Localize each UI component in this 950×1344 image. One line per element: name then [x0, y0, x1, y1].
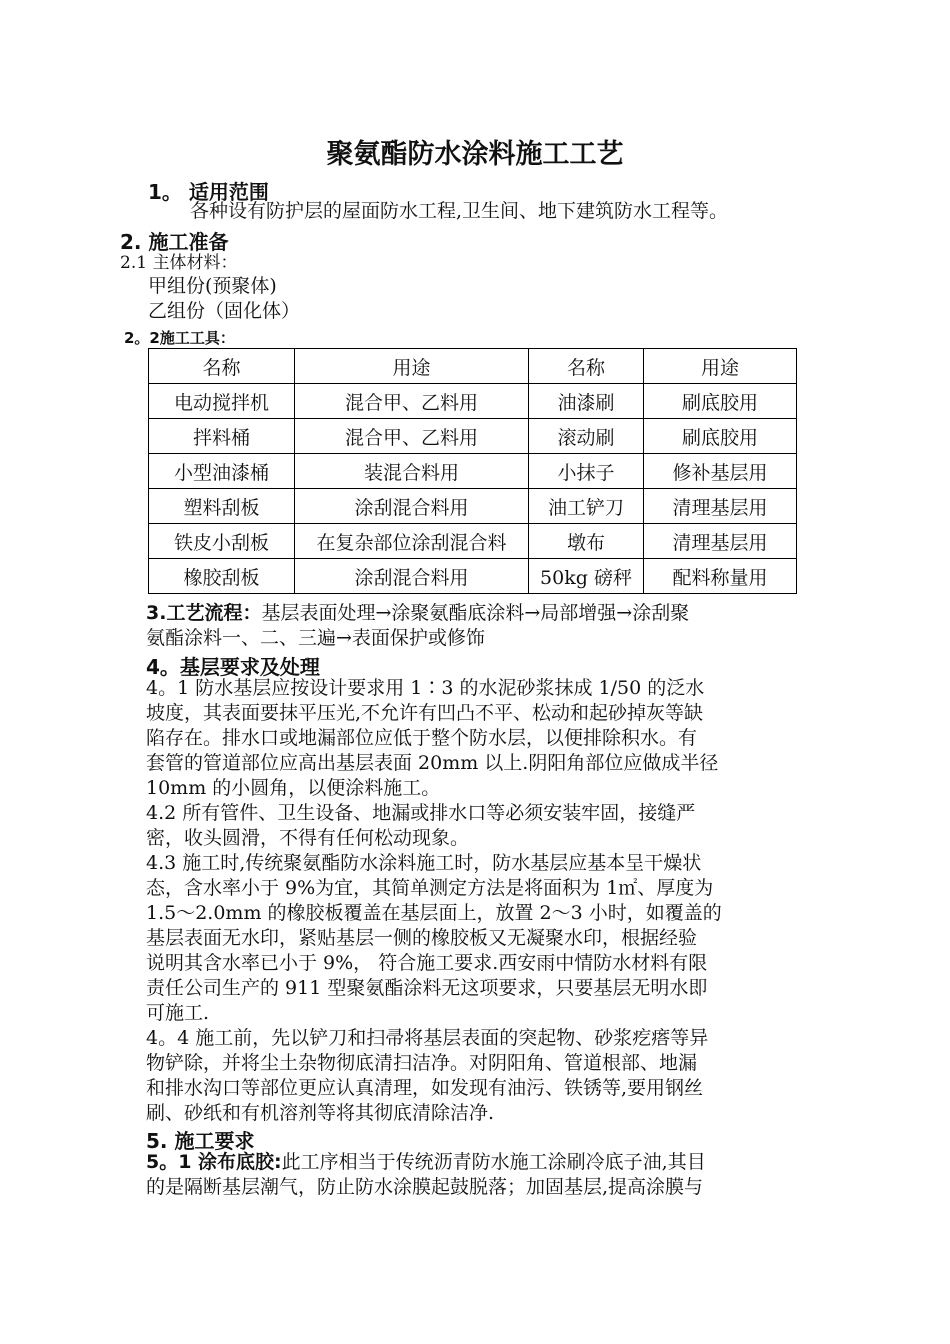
- section-4-line: 4.2 所有管件、卫生设备、地漏或排水口等必须安装牢固，接缝严: [146, 802, 696, 824]
- section-4-line: 态，含水率小于 9%为宜，其简单测定方法是将面积为 1㎡、厚度为: [146, 877, 714, 899]
- section-3-label: 3.工艺流程：: [146, 602, 262, 624]
- section-5-line-2: 的是隔断基层潮气，防止防水涂膜起鼓脱落；加固基层,提高涂膜与: [146, 1176, 704, 1198]
- section-4-line: 物铲除，并将尘土杂物彻底清扫洁净。对阴阳角、管道根部、地漏: [146, 1052, 698, 1074]
- table-header-cell: 名称: [149, 349, 295, 384]
- material-item-a: 甲组份(预聚体): [148, 275, 277, 297]
- table-cell: 涂刮混合料用: [295, 559, 529, 594]
- table-cell: 滚动刷: [529, 419, 644, 454]
- section-4-line: 陷存在。排水口或地漏部位应低于整个防水层，以便排除积水。有: [146, 727, 698, 749]
- table-cell: 50kg 磅秤: [529, 559, 644, 594]
- section-4-line: 坡度，其表面要抹平压光,不允许有凹凸不平、松动和起砂掉灰等缺: [146, 702, 704, 724]
- table-row: [149, 489, 797, 524]
- section-2-2-label: 2。2施工工具：: [124, 329, 235, 347]
- table-row: [149, 559, 797, 594]
- table-cell: 混合甲、乙料用: [295, 419, 529, 454]
- table-cell: 清理基层用: [644, 524, 797, 559]
- table-row: [149, 524, 797, 559]
- table-cell: 拌料桶: [149, 419, 295, 454]
- table-cell: 涂刮混合料用: [295, 489, 529, 524]
- section-5-line-1: [146, 1150, 706, 1174]
- section-5-heading: 5. 施工要求: [146, 1129, 255, 1153]
- section-3-line-2: 氨酯涂料一、二、三遍→表面保护或修饰: [146, 627, 485, 649]
- section-4-line: 密，收头圆滑，不得有任何松动现象。: [146, 827, 470, 849]
- table-cell: 配料称量用: [644, 559, 797, 594]
- tools-table: [148, 348, 797, 594]
- table-cell: 在复杂部位涂刮混合料: [295, 524, 529, 559]
- table-cell: 电动搅拌机: [149, 384, 295, 419]
- table-cell: 小型油漆桶: [149, 454, 295, 489]
- table-cell: 修补基层用: [644, 454, 797, 489]
- section-4-line: 可施工.: [146, 1002, 210, 1024]
- material-item-b: 乙组份（固化体）: [148, 300, 301, 322]
- section-3-line-1: [146, 601, 689, 625]
- table-row: [149, 454, 797, 489]
- section-4-line: 责任公司生产的 911 型聚氨酯涂料无这项要求，只要基层无明水即: [146, 977, 708, 999]
- table-cell: 墩布: [529, 524, 644, 559]
- section-1-body: 各种设有防护层的屋面防水工程,卫生间、地下建筑防水工程等。: [190, 200, 729, 222]
- table-cell: 铁皮小刮板: [149, 524, 295, 559]
- table-header-cell: 用途: [644, 349, 797, 384]
- table-cell: 混合甲、乙料用: [295, 384, 529, 419]
- table-header-cell: 用途: [295, 349, 529, 384]
- section-4-line: 基层表面无水印，紧贴基层一侧的橡胶板又无凝聚水印，根据经验: [146, 927, 698, 949]
- section-4-line: 10mm 的小圆角，以便涂料施工。: [146, 777, 441, 799]
- section-4-heading: 4。基层要求及处理: [146, 655, 320, 679]
- section-4-line: 4。4 施工前，先以铲刀和扫帚将基层表面的突起物、砂浆疙瘩等异: [146, 1027, 709, 1049]
- section-5-text-1: 此工序相当于传统沥青防水施工涂刷冷底子油,其目: [281, 1151, 706, 1173]
- table-header-cell: 名称: [529, 349, 644, 384]
- table-row: [149, 384, 797, 419]
- section-4-line: 1.5～2.0mm 的橡胶板覆盖在基层面上，放置 2～3 小时，如覆盖的: [146, 902, 722, 924]
- section-4-line: 说明其含水率已小于 9%， 符合施工要求.西安雨中情防水材料有限: [146, 952, 708, 974]
- table-cell: 油漆刷: [529, 384, 644, 419]
- table-cell: 小抹子: [529, 454, 644, 489]
- section-1-heading: 1。 适用范围: [148, 180, 269, 204]
- table-header-row: [149, 349, 797, 384]
- section-4-line: 刷、砂纸和有机溶剂等将其彻底清除洁净.: [146, 1102, 495, 1124]
- table-cell: 油工铲刀: [529, 489, 644, 524]
- section-4-line: 4。1 防水基层应按设计要求用 1∶3 的水泥砂浆抹成 1/50 的泛水: [146, 677, 705, 699]
- section-4-line: 和排水沟口等部位更应认真清理，如发现有油污、铁锈等,要用钢丝: [146, 1077, 704, 1099]
- section-3-text-1: 基层表面处理→涂聚氨酯底涂料→局部增强→涂刮聚: [261, 602, 690, 624]
- section-2-heading: 2. 施工准备: [120, 230, 229, 254]
- table-cell: 橡胶刮板: [149, 559, 295, 594]
- section-4-line: 4.3 施工时,传统聚氨酯防水涂料施工时，防水基层应基本呈干燥状: [146, 852, 702, 874]
- section-2-1-label: 2.1 主体材料：: [120, 253, 238, 273]
- section-5-1-label: 5。1 涂布底胶:: [146, 1151, 282, 1173]
- table-row: [149, 419, 797, 454]
- section-4-line: 套管的管道部位应高出基层表面 20mm 以上.阴阳角部位应做成半径: [146, 752, 719, 774]
- table-cell: 塑料刮板: [149, 489, 295, 524]
- table-cell: 清理基层用: [644, 489, 797, 524]
- table-cell: 刷底胶用: [644, 384, 797, 419]
- table-cell: 装混合料用: [295, 454, 529, 489]
- document-title: 聚氨酯防水涂料施工工艺: [326, 139, 624, 170]
- table-cell: 刷底胶用: [644, 419, 797, 454]
